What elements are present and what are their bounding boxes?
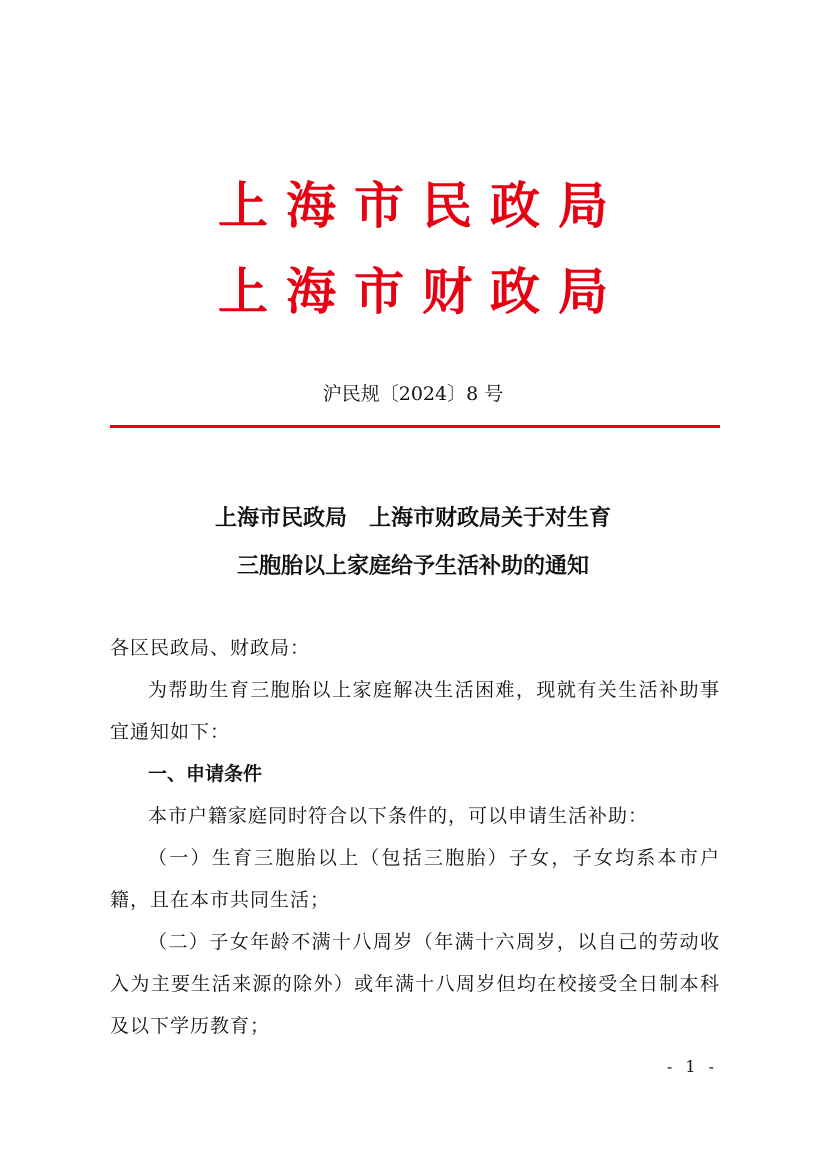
red-divider-line	[110, 425, 720, 428]
document-body	[110, 627, 720, 1047]
section-heading-application-conditions: 一、申请条件	[148, 763, 263, 785]
issuer-name-finance: 上海市财政局	[218, 262, 626, 321]
section-lead-paragraph: 本市户籍家庭同时符合以下条件的，可以申请生活补助：	[148, 805, 649, 827]
page-number: - 1 -	[666, 1057, 718, 1076]
intro-paragraph: 为帮助生育三胞胎以上家庭解决生活困难，现就有关生活补助事宜通知如下：	[110, 679, 720, 743]
document-title-line-2: 三胞胎以上家庭给予生活补助的通知	[236, 554, 589, 579]
document-title-line-1: 上海市民政局 上海市财政局关于对生育	[214, 506, 611, 531]
issuer-name-civil-affairs: 上海市民政局	[218, 176, 626, 235]
salutation: 各区民政局、财政局：	[110, 637, 311, 659]
document-number: 沪民规〔2024〕8 号	[322, 383, 504, 405]
condition-item-1: （一）生育三胞胎以上（包括三胞胎）子女，子女均系本市户籍，且在本市共同生活；	[110, 847, 720, 911]
condition-item-2: （二）子女年龄不满十八周岁（年满十六周岁，以自己的劳动收入为主要生活来源的除外）或年满十八周岁但均在校接受全日制本科及以下学历教育；	[110, 931, 720, 1037]
